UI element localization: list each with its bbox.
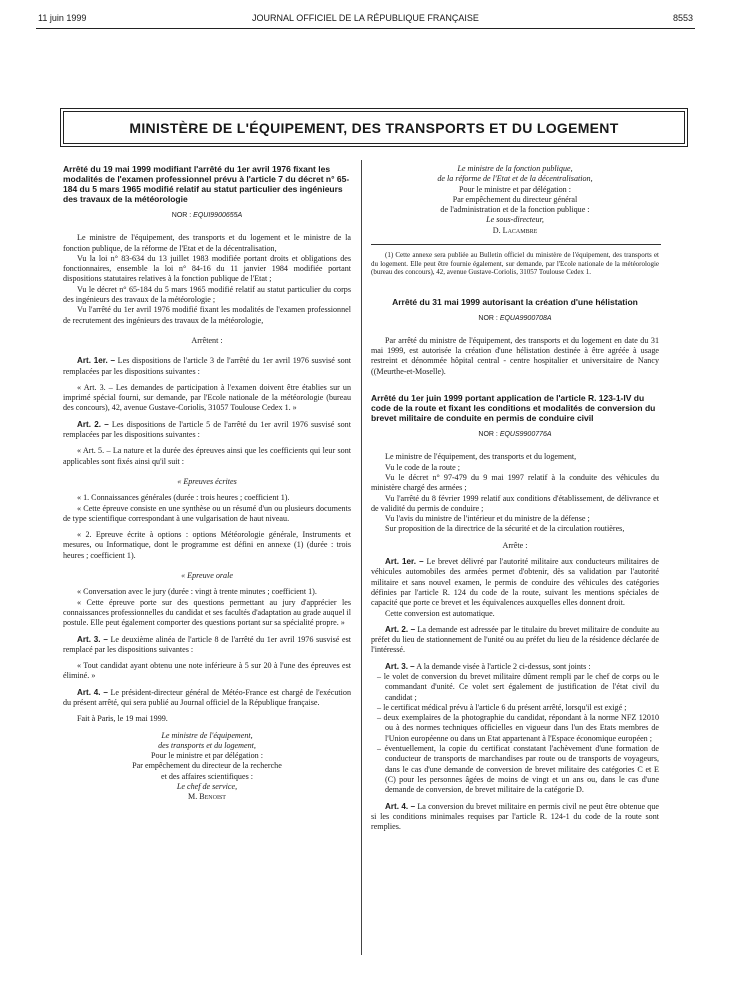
list-item: – éventuellement, la copie du certificat constatant l'achèvement d'une formation de conducteur de transports de marchandises par route ou de transports de voyageurs, dans le cas d'une demande de conversion de brevet militaire des catégories C et E (C) pour les personnes âgées de moins de vingt et un ans ou, dans le cas d'une demande de conversion, de brevet militaire de la catégorie D.	[377, 744, 659, 795]
visa: Vu le décret n° 65-184 du 5 mars 1965 modifié relatif au statut particulier du corps des ingénieurs des travaux de la météorologie ;	[63, 284, 351, 305]
footnote: (1) Cette annexe sera publiée au Bulletin officiel du ministère de l'équipement, des transports et du logement. Elle peut être fournie également, sur demande, par l'Ecole nationale de la météorologie (bureau des concours), 42, avenue Gustave-Coriolis, 31057 Toulouse Cedex 1.	[371, 251, 659, 277]
header-rule	[36, 28, 695, 29]
decree-title: Arrêté du 1er juin 1999 portant application de l'article R. 123-1-IV du code de la route et fixant les conditions et modalités de conversion du brevet militaire de conduite en permis de conduire civil	[371, 393, 656, 424]
article-4: Art. 4. – La conversion du brevet militaire en permis civil ne peut être obtenue que si les conditions minimales requises par l'article R. 124-1 du code de la route sont remplies.	[371, 801, 659, 832]
article-3: Art. 3. – Le deuxième alinéa de l'article 8 de l'arrêté du 1er avril 1976 susvisé est remplacé par les dispositions suivantes :	[63, 634, 351, 654]
decree-title: Arrêté du 19 mai 1999 modifiant l'arrêté du 1er avril 1976 fixant les modalités de l'examen professionnel prévu à l'article 7 du décret n° 65-184 du 5 mars 1965 modifié relatif au statut particulier des ingénieurs des travaux de la météorologie	[63, 164, 350, 204]
article-1-quote: « Art. 3. – Les demandes de participation à l'examen doivent être établies sur un imprimé spécial fourni, sur demande, par l'Ecole nationale de la météorologie (bureau des concours), 42, avenue Gustave-Coriolis, 31057 Toulouse Cedex 1. »	[63, 382, 351, 413]
signatory-name: M. Benoist	[188, 792, 226, 802]
visa: Vu l'arrêté du 8 février 1999 relatif aux conditions d'établissement, de délivrance et de validité du permis de conduire ;	[371, 493, 659, 513]
right-column	[371, 164, 659, 832]
decree-body: Par arrêté du ministre de l'équipement, des transports et du logement en date du 31 mai 1999, est autorisée la création d'une hélistation destinée à être agréée à usage restreint et dénommée hôpital central - centre hospitalier et universitaire de Nancy ((Meurthe-et-Moselle).	[371, 335, 659, 376]
list-item: – le certificat médical prévu à l'article 6 du présent arrêté, lorsqu'il est exigé ;	[377, 702, 627, 712]
visa: Vu le décret n° 97-479 du 9 mai 1997 relatif à la conduite des véhicules du ministère chargé des armées ;	[371, 472, 659, 493]
visa: Sur proposition de la directrice de la sécurité et de la circulation routières,	[385, 524, 625, 534]
section-heading-ecrites: « Epreuves écrites	[177, 476, 237, 486]
exam-item: « Cette épreuve consiste en une synthèse ou un résumé d'un ou plusieurs documents de type scientifique correspondant à une vulgarisation de haut niveau.	[63, 503, 351, 523]
ministry-banner	[63, 111, 685, 144]
article-3-quote: « Tout candidat ayant obtenu une note inférieure à 5 sur 20 à l'une des épreuves est éliminé. »	[63, 661, 351, 681]
ministry-title: MINISTÈRE DE L'ÉQUIPEMENT, DES TRANSPORTS ET DU LOGEMENT	[129, 119, 619, 136]
list-item: – deux exemplaires de la photographie du candidat, répondant à la norme NFZ 12010 ou à des normes techniques officielles en vigueur dans l'un des Etats membres de l'Union européenne ou dans un Etat appartenant à l'Espace économique européen ;	[377, 713, 659, 743]
footnote-rule	[371, 244, 661, 245]
article-2: Art. 2. – La demande est adressée par le titulaire du brevet militaire de conduite au préfet du lieu de stationnement de l'unité ou au préfet du lieu de la résidence déclarée de l'intéressé.	[371, 624, 659, 655]
header-page-number: 8553	[672, 13, 693, 23]
running-header	[38, 13, 693, 27]
article-2: Art. 2. – Les dispositions de l'article 5 de l'arrêté du 1er avril 1976 susvisé sont remplacées par les dispositions suivantes :	[63, 419, 351, 440]
nor-reference: NOR : EQUI9900655A	[171, 212, 243, 219]
arretent-heading: Arrêtent :	[191, 335, 223, 345]
exam-item: « Conversation avec le jury (durée : vingt à trente minutes ; coefficient 1).	[77, 587, 317, 597]
nor-reference: NOR : EQUS9900776A	[478, 431, 552, 439]
visa: Vu l'avis du ministre de l'intérieur et du ministre de la défense ;	[385, 514, 590, 524]
signature-block: Le ministre de l'équipement, des transports et du logement, Pour le ministre et par délégation : Par empêchement du directeur de la recherche et des affaires scientifiques : Le chef de service, M. Benoist	[63, 731, 351, 803]
column-divider	[361, 160, 362, 955]
article-3: Art. 3. – A la demande visée à l'article 2 ci-dessus, sont joints :	[385, 661, 591, 671]
done-at: Fait à Paris, le 19 mai 1999.	[77, 714, 168, 724]
article-1-note: Cette conversion est automatique.	[385, 608, 495, 618]
visa: Vu le code de la route ;	[385, 462, 461, 472]
exam-item: « 1. Connaissances générales (durée : trois heures ; coefficient 1).	[77, 493, 290, 503]
article-2-quote: « Art. 5. – La nature et la durée des épreuves ainsi que les coefficients qui leur sont applicables sont fixés ainsi qu'il suit :	[63, 446, 351, 466]
header-date: 11 juin 1999	[38, 13, 87, 23]
header-journal-title: JOURNAL OFFICIEL DE LA RÉPUBLIQUE FRANÇAISE	[252, 13, 479, 23]
article-4: Art. 4. – Le président-directeur général de Météo-France est chargé de l'exécution du présent arrêté, qui sera publié au Journal officiel de la République française.	[63, 687, 351, 707]
signatory-name: D. Lacambre	[492, 225, 538, 235]
visa: Vu l'arrêté du 1er avril 1976 modifié fixant les modalités de l'examen professionnel de recrutement des ingénieurs des travaux de la météorologie,	[63, 305, 351, 325]
list-item: – le volet de conversion du brevet militaire dûment rempli par le chef de corps ou le commandant d'unité. Ce volet sert également de justification de l'état civil du candidat ;	[377, 672, 659, 702]
section-heading-orale: « Epreuve orale	[181, 571, 233, 581]
visa: Vu la loi n° 83-634 du 13 juillet 1983 modifiée portant droits et obligations des fonctionnaires, ensemble la loi n° 84-16 du 11 janvier 1984 modifiée portant dispositions statutaires relatives à la fonction publique de l'Etat ;	[63, 253, 351, 284]
left-column	[63, 164, 351, 803]
preamble: Le ministre de l'équipement, des transports et du logement et le ministre de la fonction publique, de la réforme de l'Etat et de la décentralisation,	[63, 233, 351, 253]
exam-item: « 2. Epreuve écrite à options : options Météorologie générale, Instruments et mesures, ou Informatique, dont le programme est défini en annexe (1) (durée : trois heures ; coefficient 1).	[63, 530, 351, 560]
arrete-heading: Arrête :	[502, 540, 528, 550]
exam-item: « Cette épreuve porte sur des questions permettant au jury d'apprécier les connaissances professionnelles du candidat et ses facultés d'adaptation au grade auquel il postule. Elle peut également comporter des questions portant sur sa spécialité propre. »	[63, 597, 352, 628]
decree-title: Arrêté du 31 mai 1999 autorisant la création d'une hélistation	[392, 296, 638, 307]
article-1: Art. 1er. – Les dispositions de l'article 3 de l'arrêté du 1er avril 1976 susvisé sont remplacées par les dispositions suivantes :	[63, 356, 351, 376]
nor-reference: NOR : EQUA9900708A	[478, 314, 552, 322]
preamble: Le ministre de l'équipement, des transports et du logement,	[385, 452, 577, 462]
signature-block: Le ministre de la fonction publique, de la réforme de l'Etat et de la décentralisation, Pour le ministre et par délégation : Par empêchement du directeur général de l'administration et de la fonction publique : Le sous-directeur, D. Lacambre	[371, 164, 659, 236]
article-1: Art. 1er. – Le brevet délivré par l'autorité militaire aux conducteurs militaires de véhicules automobiles des armées permet d'obtenir, dès sa validation par l'autorité militaire et sans nouvel examen, le permis de conduire des véhicules des catégories définies par l'article R. 124 du code de la route, suivant les mentions spéciales de capacité que porte ce brevet et les équivalences auxquelles elles donnent droit.	[371, 557, 659, 608]
